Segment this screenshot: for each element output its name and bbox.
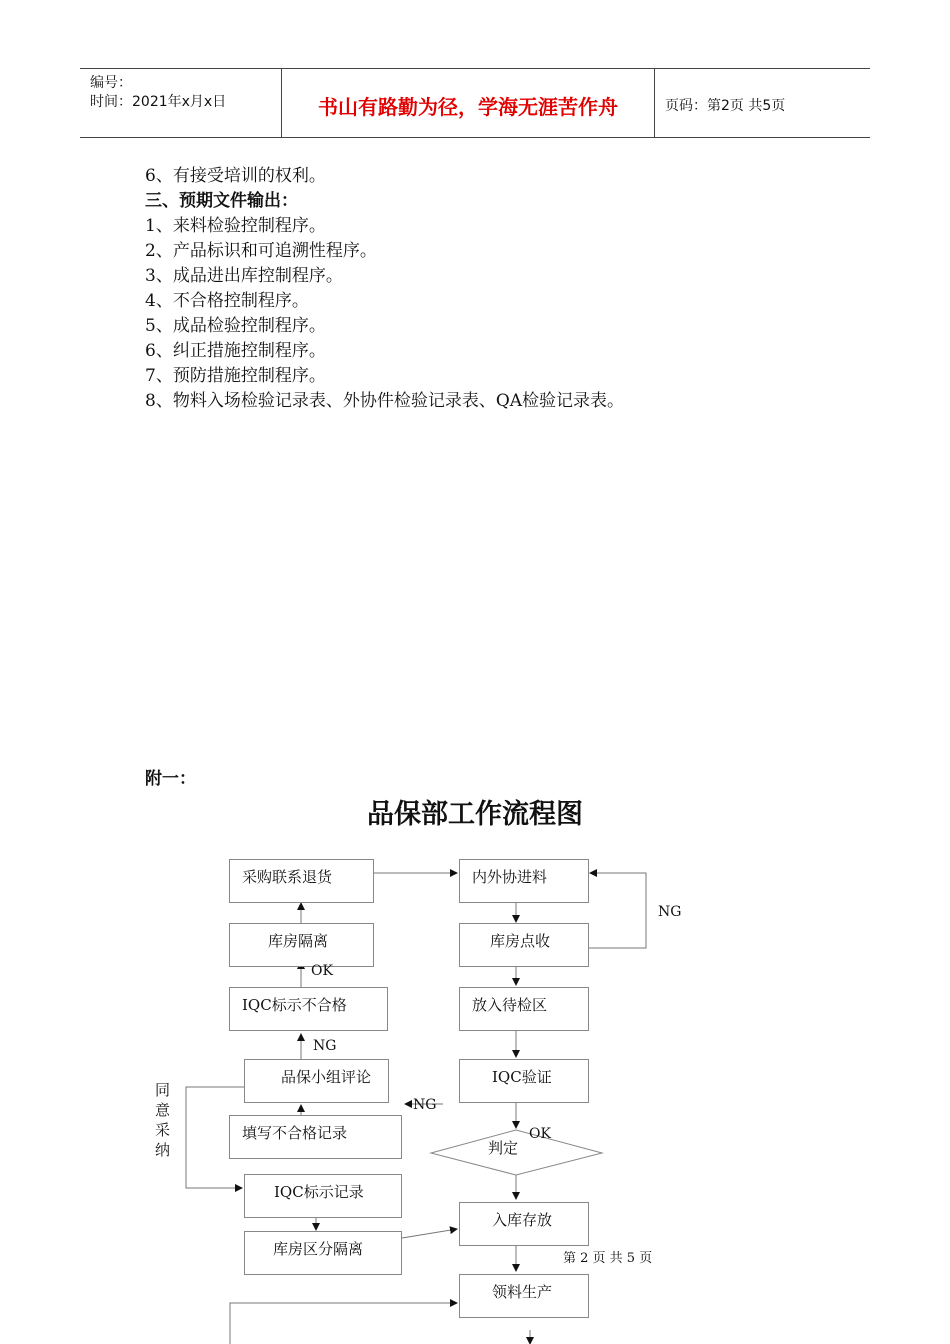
node-judge-label: 判定: [488, 1139, 519, 1157]
page-label: 页码：第2页 共5页: [665, 98, 786, 114]
node-storage: [459, 1202, 589, 1246]
time-label: 时间：2021年x月x日: [90, 94, 227, 110]
node-label: 库房区分隔离: [273, 1240, 364, 1258]
label-ng-review: NG: [313, 1038, 337, 1054]
node-label: 填写不合格记录: [242, 1124, 348, 1142]
list-item: 2、产品标识和可追溯性程序。: [145, 241, 377, 261]
label-ng-judge: NG: [413, 1097, 437, 1113]
node-qa-review: [244, 1059, 389, 1103]
label-ok-isolate: OK: [311, 963, 333, 979]
node-pending-area: [459, 987, 589, 1031]
node-label: 放入待检区: [472, 996, 548, 1014]
text-line-6: 6、有接受培训的权利。: [145, 166, 326, 186]
node-warehouse-zone-isolate: [244, 1231, 402, 1275]
node-incoming: [459, 859, 589, 903]
section-title: 三、预期文件输出：: [145, 191, 298, 211]
list-item: 5、成品检验控制程序。: [145, 316, 326, 336]
node-label: 品保小组评论: [281, 1068, 372, 1086]
node-iqc-mark-record: [244, 1174, 402, 1218]
node-warehouse-isolate: [229, 923, 374, 967]
list-item: 6、纠正措施控制程序。: [145, 341, 326, 361]
list-item: 3、成品进出库控制程序。: [145, 266, 343, 286]
flowchart-title: 品保部工作流程图: [367, 799, 583, 830]
node-warehouse-count: [459, 923, 589, 967]
node-label: 领料生产: [492, 1283, 553, 1301]
motto: 书山有路勤为径，学海无涯苦作舟: [318, 95, 618, 119]
node-label: 采购联系退货: [242, 868, 333, 886]
list-item: 4、不合格控制程序。: [145, 291, 309, 311]
list-item: 1、来料检验控制程序。: [145, 216, 326, 236]
node-label: IQC标示不合格: [242, 996, 347, 1014]
node-label: IQC验证: [492, 1068, 552, 1086]
footer-page-number: 第 2 页 共 5 页: [563, 1251, 653, 1266]
arrow-ng-loop: [588, 873, 646, 948]
node-label: IQC标示记录: [274, 1183, 364, 1201]
label-agree-accept: 同意采纳: [155, 1081, 171, 1159]
list-item: 7、预防措施控制程序。: [145, 366, 326, 386]
arrow-zone-to-storage: [402, 1229, 457, 1238]
node-label: 库房点收: [490, 932, 551, 950]
node-iqc-mark-ng: [229, 987, 388, 1031]
node-label: 入库存放: [492, 1211, 553, 1229]
node-label: 内外协进料: [472, 868, 548, 886]
label-ng-loop: NG: [658, 904, 682, 920]
node-iqc-verify: [459, 1059, 589, 1103]
arrow-return-to-picking: [230, 1303, 457, 1344]
appendix-label: 附一：: [145, 769, 196, 789]
node-pick-production: [459, 1274, 589, 1318]
node-purchase-return: [229, 859, 374, 903]
list-item: 8、物料入场检验记录表、外协件检验记录表、QA检验记录表。: [145, 391, 625, 411]
label-ok-judge: OK: [529, 1126, 551, 1142]
node-label: 库房隔离: [268, 932, 329, 950]
number-label: 编号：: [90, 75, 132, 91]
node-fill-ng-record: [229, 1115, 402, 1159]
